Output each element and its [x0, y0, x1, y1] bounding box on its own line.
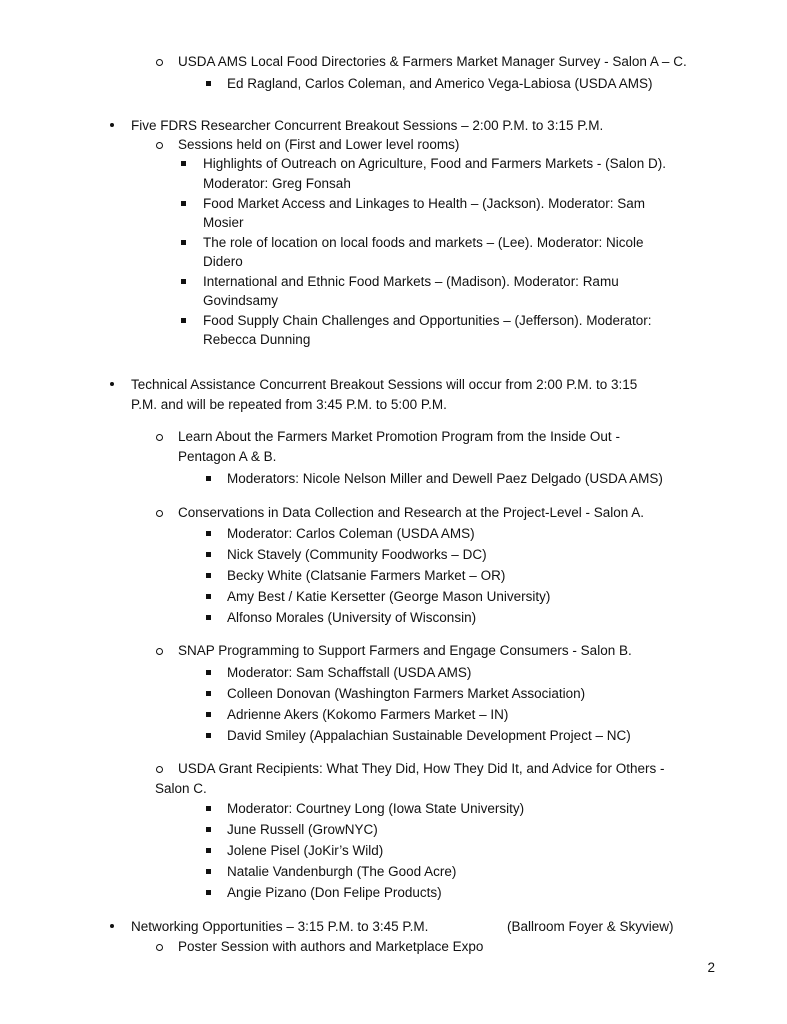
page-number: 2	[707, 960, 715, 975]
breakout-item: Moderator: Greg Fonsah	[203, 176, 351, 191]
speaker-line: Becky White (Clatsanie Farmers Market – OR)	[227, 568, 506, 583]
session-line: SNAP Programming to Support Farmers and Engage Consumers - Salon B.	[178, 643, 632, 658]
square-bullet-icon	[206, 552, 211, 557]
square-bullet-icon	[206, 670, 211, 675]
square-bullet-icon	[206, 827, 211, 832]
session-line: USDA Grant Recipients: What They Did, How They Did It, and Advice for Others -	[178, 761, 665, 776]
dot-bullet-icon	[110, 924, 114, 928]
speaker-line: June Russell (GrowNYC)	[227, 822, 378, 837]
circle-bullet-icon	[156, 648, 163, 655]
speaker-line: Jolene Pisel (JoKir’s Wild)	[227, 843, 384, 858]
breakout-item: Highlights of Outreach on Agriculture, Food and Farmers Markets - (Salon D).	[203, 156, 666, 171]
speaker-line: Adrienne Akers (Kokomo Farmers Market – IN)	[227, 707, 509, 722]
speaker-line: Alfonso Morales (University of Wisconsin)	[227, 610, 477, 625]
speaker-line: Moderator: Courtney Long (Iowa State University)	[227, 801, 525, 816]
speaker-line: Ed Ragland, Carlos Coleman, and Americo Vega-Labiosa (USDA AMS)	[227, 76, 653, 91]
circle-bullet-icon	[156, 766, 163, 773]
breakout-item: Mosier	[203, 215, 244, 230]
section-heading: Networking Opportunities – 3:15 P.M. to 3:45 P.M.	[131, 919, 429, 934]
session-line: Poster Session with authors and Marketplace Expo	[178, 939, 484, 954]
session-line: Conservations in Data Collection and Research at the Project-Level - Salon A.	[178, 505, 645, 520]
square-bullet-icon	[206, 476, 211, 481]
square-bullet-icon	[181, 279, 186, 284]
session-line: Salon C.	[155, 781, 207, 796]
circle-bullet-icon	[156, 142, 163, 149]
square-bullet-icon	[206, 869, 211, 874]
section-heading: Five FDRS Researcher Concurrent Breakout Sessions – 2:00 P.M. to 3:15 P.M.	[131, 118, 604, 133]
circle-bullet-icon	[156, 510, 163, 517]
session-line: Pentagon A & B.	[178, 449, 277, 464]
location-note: (Ballroom Foyer & Skyview)	[507, 919, 674, 934]
session-line: Sessions held on (First and Lower level rooms)	[178, 137, 460, 152]
square-bullet-icon	[206, 573, 211, 578]
square-bullet-icon	[206, 806, 211, 811]
speaker-line: Natalie Vandenburgh (The Good Acre)	[227, 864, 457, 879]
breakout-item: Govindsamy	[203, 293, 279, 308]
square-bullet-icon	[206, 848, 211, 853]
breakout-item: The role of location on local foods and markets – (Lee). Moderator: Nicole	[203, 235, 644, 250]
breakout-item: Food Supply Chain Challenges and Opportunities – (Jefferson). Moderator:	[203, 313, 652, 328]
speaker-line: Colleen Donovan (Washington Farmers Market Association)	[227, 686, 586, 701]
circle-bullet-icon	[156, 944, 163, 951]
circle-bullet-icon	[156, 434, 163, 441]
square-bullet-icon	[206, 890, 211, 895]
speaker-line: Moderator: Carlos Coleman (USDA AMS)	[227, 526, 475, 541]
breakout-item: Didero	[203, 254, 243, 269]
square-bullet-icon	[206, 594, 211, 599]
section-heading: P.M. and will be repeated from 3:45 P.M. to 5:00 P.M.	[131, 397, 447, 412]
square-bullet-icon	[206, 531, 211, 536]
breakout-item: Rebecca Dunning	[203, 332, 311, 347]
square-bullet-icon	[181, 201, 186, 206]
square-bullet-icon	[181, 161, 186, 166]
speaker-line: Nick Stavely (Community Foodworks – DC)	[227, 547, 487, 562]
square-bullet-icon	[206, 712, 211, 717]
speaker-line: Moderator: Sam Schaffstall (USDA AMS)	[227, 665, 472, 680]
dot-bullet-icon	[110, 123, 114, 127]
session-line: Learn About the Farmers Market Promotion Program from the Inside Out -	[178, 429, 620, 444]
square-bullet-icon	[206, 691, 211, 696]
square-bullet-icon	[206, 733, 211, 738]
speaker-line: David Smiley (Appalachian Sustainable Development Project – NC)	[227, 728, 631, 743]
speaker-line: Moderators: Nicole Nelson Miller and Dewell Paez Delgado (USDA AMS)	[227, 471, 663, 486]
speaker-line: Amy Best / Katie Kersetter (George Mason University)	[227, 589, 551, 604]
section-heading: Technical Assistance Concurrent Breakout Sessions will occur from 2:00 P.M. to 3:15	[131, 377, 638, 392]
session-line: USDA AMS Local Food Directories & Farmers Market Manager Survey - Salon A – C.	[178, 54, 687, 69]
breakout-item: International and Ethnic Food Markets – (Madison). Moderator: Ramu	[203, 274, 619, 289]
square-bullet-icon	[181, 318, 186, 323]
dot-bullet-icon	[110, 382, 114, 386]
breakout-item: Food Market Access and Linkages to Health – (Jackson). Moderator: Sam	[203, 196, 645, 211]
square-bullet-icon	[206, 615, 211, 620]
square-bullet-icon	[206, 81, 211, 86]
speaker-line: Angie Pizano (Don Felipe Products)	[227, 885, 442, 900]
square-bullet-icon	[181, 240, 186, 245]
circle-bullet-icon	[156, 59, 163, 66]
